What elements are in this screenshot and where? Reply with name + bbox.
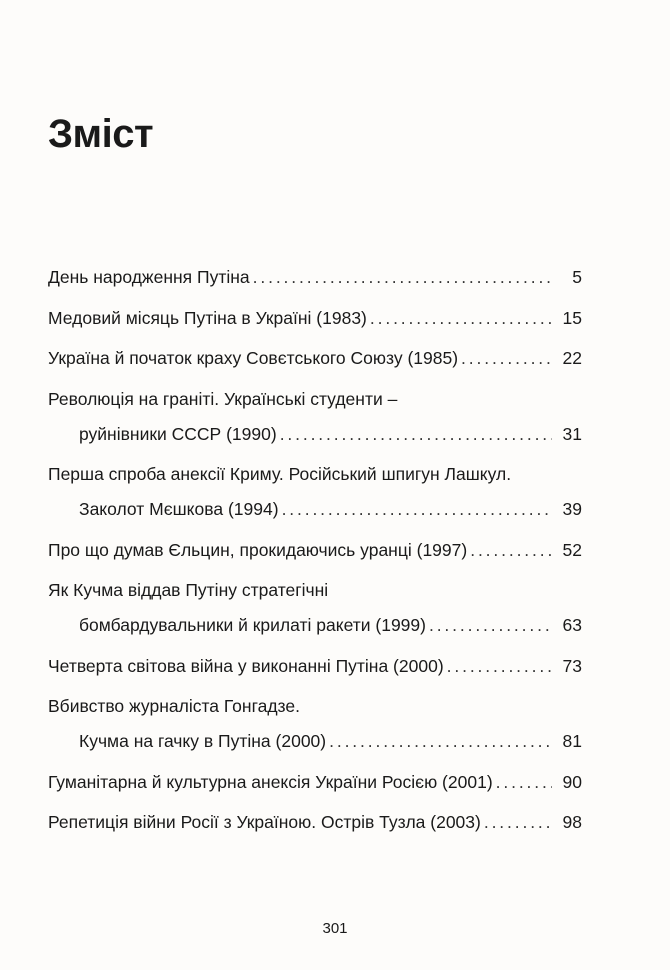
toc-line — [48, 771, 582, 794]
toc-line — [48, 539, 582, 562]
dot-leader — [461, 347, 552, 370]
toc-entry — [48, 539, 582, 562]
toc-entry — [48, 771, 582, 794]
toc-entry-title-cont: руйнівники СССР (1990) — [79, 423, 277, 444]
toc-page-number: 31 — [562, 423, 582, 444]
toc-page-number: 5 — [572, 267, 582, 287]
table-of-contents — [48, 266, 582, 852]
toc-line — [48, 811, 582, 834]
toc-line — [48, 579, 582, 602]
toc-entry-title: Медовий місяць Путіна в Україні (1983) — [48, 307, 367, 328]
toc-entry-title-cont: Заколот Мєшкова (1994) — [79, 499, 279, 519]
dot-leader — [370, 307, 552, 330]
toc-line — [48, 655, 582, 678]
dot-leader — [470, 539, 552, 562]
toc-page-number: 90 — [562, 771, 582, 792]
toc-line-continuation — [48, 730, 582, 753]
dot-leader — [484, 811, 552, 834]
toc-line — [48, 266, 582, 289]
toc-page-number: 39 — [562, 499, 582, 519]
dot-leader — [429, 614, 552, 637]
toc-entry — [48, 307, 582, 330]
toc-entry-title: Як Кучма віддав Путіну стратегічні — [48, 580, 329, 600]
toc-line — [48, 307, 582, 330]
toc-page-number: 63 — [562, 615, 582, 635]
toc-line — [48, 347, 582, 370]
toc-entry-title: Четверта світова війна у виконанні Путіна (2000) — [48, 655, 444, 676]
dot-leader — [447, 655, 552, 678]
toc-page-number: 22 — [562, 348, 582, 368]
toc-entry — [48, 655, 582, 678]
toc-line — [48, 388, 582, 411]
toc-line-continuation — [48, 423, 582, 446]
toc-entry-title: Вбивство журналіста Гонгадзе. — [48, 696, 300, 716]
dot-leader — [253, 266, 552, 289]
toc-line — [48, 463, 582, 486]
page-title: Зміст — [48, 112, 154, 156]
toc-entry-title: Гуманітарна й культурна анексія України Росією (2001) — [48, 771, 493, 792]
toc-page-number: 81 — [562, 731, 582, 751]
page-number-footer: 301 — [322, 920, 348, 937]
toc-entry-title: Перша спроба анексії Криму. Російський шпигун Лашкул. — [48, 464, 512, 484]
toc-line-continuation — [48, 498, 582, 521]
toc-entry-title: Репетиція війни Росії з Україною. Острів Тузла (2003) — [48, 812, 481, 832]
dot-leader — [329, 730, 552, 753]
toc-entry — [48, 266, 582, 289]
toc-entry-title: Революція на граніті. Українські студенти – — [48, 388, 398, 409]
toc-entry — [48, 811, 582, 834]
toc-page-number: 98 — [562, 812, 582, 832]
toc-entry — [48, 347, 582, 370]
toc-entry — [48, 695, 582, 753]
toc-entry-title: Україна й початок краху Совєтського Союзу (1985) — [48, 348, 459, 368]
toc-page-number: 15 — [562, 307, 582, 328]
dot-leader — [282, 498, 552, 521]
toc-entry — [48, 463, 582, 521]
toc-page-number: 73 — [562, 655, 582, 676]
dot-leader — [280, 423, 552, 446]
toc-line — [48, 695, 582, 718]
toc-entry — [48, 388, 582, 446]
toc-entry-title: Про що думав Єльцин, прокидаючись уранці (1997) — [48, 539, 468, 560]
toc-entry — [48, 579, 582, 637]
dot-leader — [496, 771, 552, 794]
toc-entry-title-cont: Кучма на гачку в Путіна (2000) — [79, 731, 327, 751]
toc-entry-title-cont: бомбардувальники й крилаті ракети (1999) — [79, 615, 426, 635]
toc-page-number: 52 — [562, 539, 582, 560]
toc-line-continuation — [48, 614, 582, 637]
toc-entry-title: День народження Путіна — [48, 267, 250, 287]
